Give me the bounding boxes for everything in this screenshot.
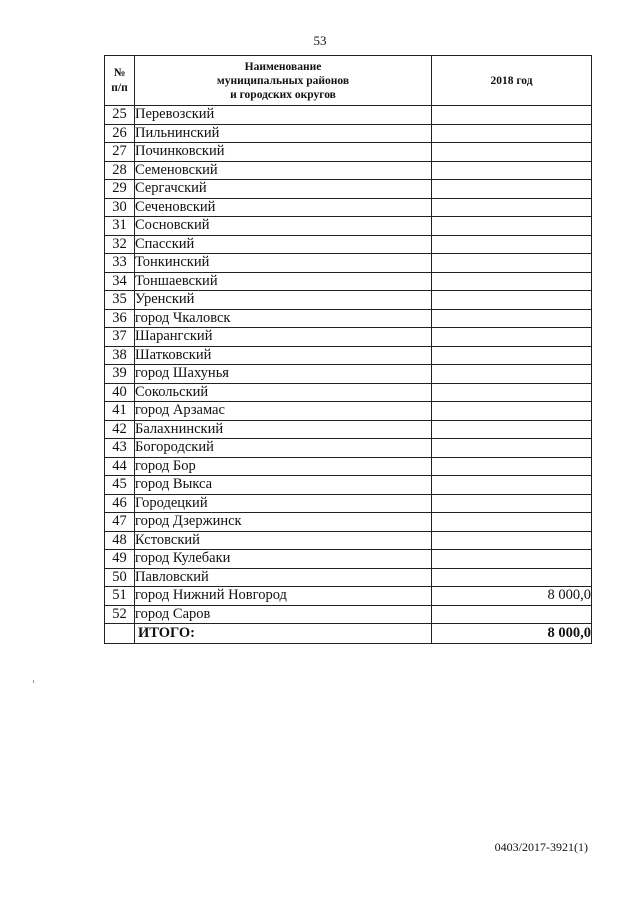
row-value	[432, 328, 592, 347]
row-value	[432, 291, 592, 310]
row-value	[432, 402, 592, 421]
row-number: 40	[105, 383, 135, 402]
table-row	[105, 291, 592, 310]
total-row	[105, 624, 592, 644]
row-value	[432, 106, 592, 125]
row-district-name: Сокольский	[135, 383, 432, 402]
table-row	[105, 605, 592, 624]
table-row	[105, 587, 592, 606]
header-name-line3: и городских округов	[230, 88, 336, 101]
row-district-name: Богородский	[135, 439, 432, 458]
row-number: 41	[105, 402, 135, 421]
table-row	[105, 494, 592, 513]
table-row	[105, 420, 592, 439]
row-number: 25	[105, 106, 135, 125]
row-number: 28	[105, 161, 135, 180]
row-district-name: город Выкса	[135, 476, 432, 495]
row-value	[432, 457, 592, 476]
table-row	[105, 513, 592, 532]
table-row	[105, 457, 592, 476]
row-value	[432, 365, 592, 384]
table-row	[105, 180, 592, 199]
row-number: 39	[105, 365, 135, 384]
scan-speck	[33, 680, 34, 683]
table-row	[105, 476, 592, 495]
document-code: 0403/2017-3921(1)	[494, 840, 588, 854]
row-value	[432, 494, 592, 513]
row-value	[432, 513, 592, 532]
row-district-name: Перевозский	[135, 106, 432, 125]
table-row	[105, 346, 592, 365]
row-number: 51	[105, 587, 135, 606]
header-name-line1: Наименование	[244, 60, 322, 73]
row-number: 26	[105, 124, 135, 143]
row-number: 29	[105, 180, 135, 199]
row-number: 36	[105, 309, 135, 328]
row-district-name: Сосновский	[135, 217, 432, 236]
row-district-name: город Кулебаки	[135, 550, 432, 569]
total-value: 8 000,0	[432, 624, 592, 644]
row-district-name: город Чкаловск	[135, 309, 432, 328]
row-district-name: Павловский	[135, 568, 432, 587]
page-number: 53	[313, 33, 327, 48]
row-value	[432, 217, 592, 236]
header-year: 2018 год	[432, 56, 592, 106]
row-value	[432, 143, 592, 162]
total-number-cell	[105, 624, 135, 644]
row-number: 43	[105, 439, 135, 458]
row-value	[432, 346, 592, 365]
row-number: 34	[105, 272, 135, 291]
row-number: 45	[105, 476, 135, 495]
row-district-name: город Бор	[135, 457, 432, 476]
table-row	[105, 328, 592, 347]
table-row	[105, 235, 592, 254]
row-district-name: город Саров	[135, 605, 432, 624]
table-row	[105, 365, 592, 384]
table-row	[105, 439, 592, 458]
row-district-name: город Арзамас	[135, 402, 432, 421]
row-district-name: Семеновский	[135, 161, 432, 180]
row-number: 31	[105, 217, 135, 236]
row-district-name: Тоншаевский	[135, 272, 432, 291]
row-value	[432, 180, 592, 199]
row-district-name: город Нижний Новгород	[135, 587, 432, 606]
table-header-row	[105, 56, 592, 106]
row-district-name: город Шахунья	[135, 365, 432, 384]
row-district-name: Шатковский	[135, 346, 432, 365]
table-row	[105, 106, 592, 125]
table-row	[105, 198, 592, 217]
row-value	[432, 605, 592, 624]
row-district-name: Сеченовский	[135, 198, 432, 217]
row-number: 32	[105, 235, 135, 254]
row-district-name: город Дзержинск	[135, 513, 432, 532]
row-number: 35	[105, 291, 135, 310]
table-row	[105, 161, 592, 180]
table-row	[105, 383, 592, 402]
header-name	[135, 56, 432, 106]
table-row	[105, 143, 592, 162]
table-row	[105, 254, 592, 273]
table-body	[105, 106, 592, 644]
row-number: 48	[105, 531, 135, 550]
table-row	[105, 124, 592, 143]
row-number: 30	[105, 198, 135, 217]
table-row	[105, 550, 592, 569]
row-number: 42	[105, 420, 135, 439]
row-district-name: Сергачский	[135, 180, 432, 199]
row-number: 37	[105, 328, 135, 347]
row-number: 44	[105, 457, 135, 476]
table-row	[105, 309, 592, 328]
row-value	[432, 531, 592, 550]
header-number	[105, 56, 135, 106]
row-value	[432, 476, 592, 495]
row-number: 49	[105, 550, 135, 569]
row-value	[432, 383, 592, 402]
row-value	[432, 124, 592, 143]
row-district-name: Пильнинский	[135, 124, 432, 143]
table-row	[105, 272, 592, 291]
row-number: 33	[105, 254, 135, 273]
table-row	[105, 568, 592, 587]
row-value: 8 000,0	[432, 587, 592, 606]
row-district-name: Городецкий	[135, 494, 432, 513]
table-row	[105, 531, 592, 550]
row-value	[432, 420, 592, 439]
row-value	[432, 235, 592, 254]
table-row	[105, 217, 592, 236]
row-number: 47	[105, 513, 135, 532]
row-district-name: Кстовский	[135, 531, 432, 550]
row-district-name: Починковский	[135, 143, 432, 162]
row-number: 38	[105, 346, 135, 365]
row-district-name: Спасский	[135, 235, 432, 254]
header-name-line2: муниципальных районов	[216, 74, 350, 87]
row-number: 46	[105, 494, 135, 513]
row-value	[432, 272, 592, 291]
row-number: 50	[105, 568, 135, 587]
row-value	[432, 439, 592, 458]
row-number: 27	[105, 143, 135, 162]
row-district-name: Уренский	[135, 291, 432, 310]
header-number-abbrev: п/п	[111, 81, 128, 94]
row-district-name: Тонкинский	[135, 254, 432, 273]
row-district-name: Балахнинский	[135, 420, 432, 439]
header-number-symbol: №	[113, 66, 126, 79]
row-value	[432, 550, 592, 569]
row-value	[432, 568, 592, 587]
row-value	[432, 198, 592, 217]
row-value	[432, 161, 592, 180]
row-district-name: Шарангский	[135, 328, 432, 347]
row-value	[432, 309, 592, 328]
budget-table	[104, 55, 592, 644]
row-number: 52	[105, 605, 135, 624]
table-row	[105, 402, 592, 421]
total-label: ИТОГО:	[135, 624, 432, 644]
row-value	[432, 254, 592, 273]
